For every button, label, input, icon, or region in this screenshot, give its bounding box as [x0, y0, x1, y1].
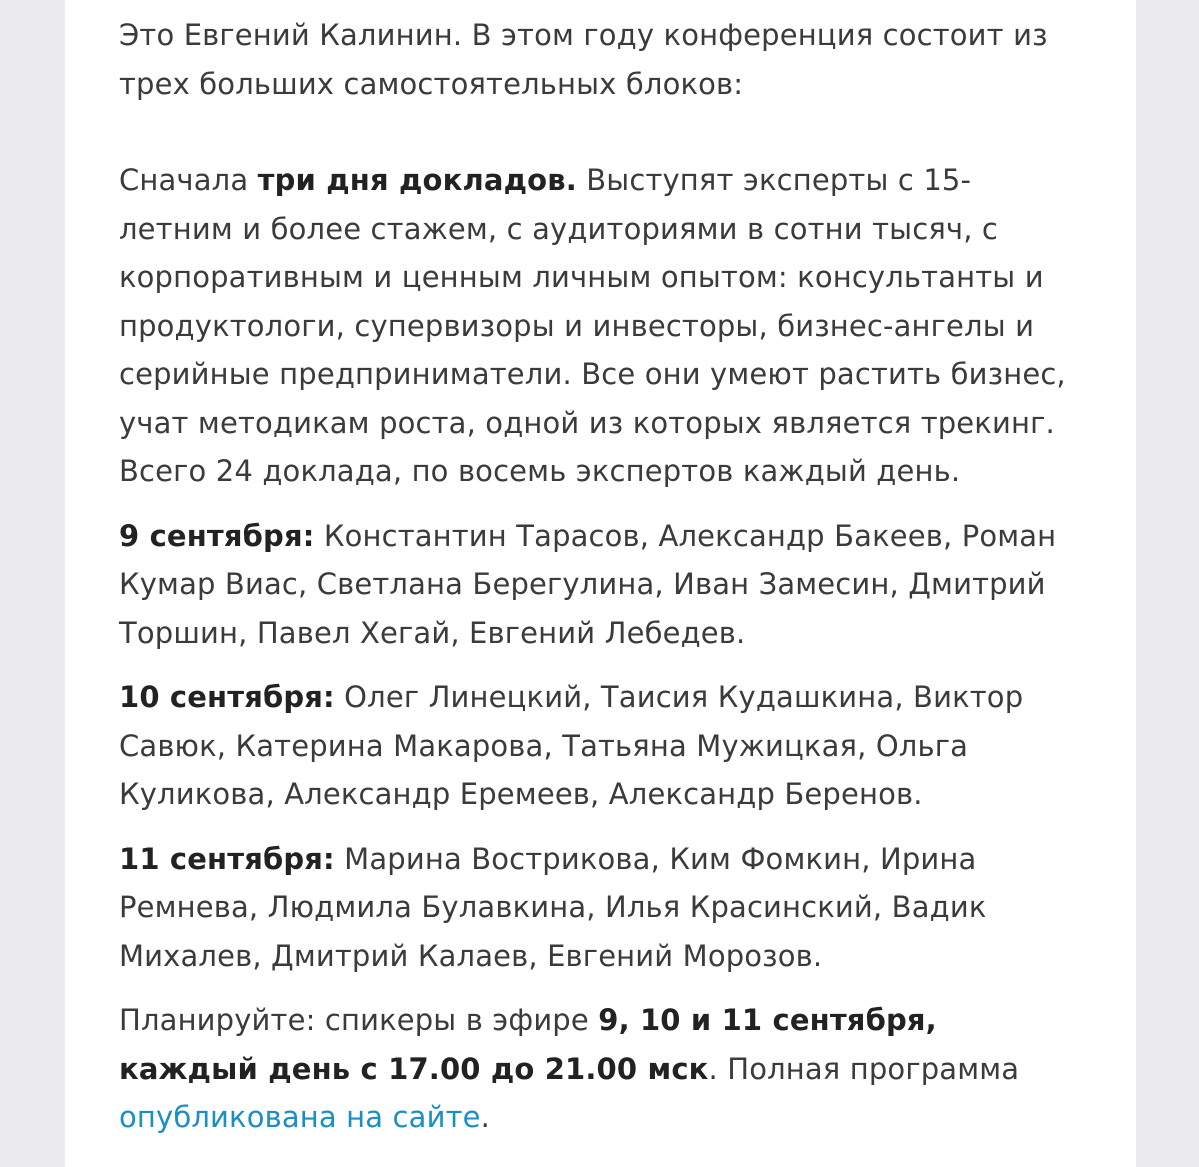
plan-end: . — [480, 1100, 490, 1134]
plan-paragraph — [119, 996, 1079, 1142]
intro-paragraph: Это Евгений Калинин. В этом году конференция состоит из трех больших самостоятельных блоков: — [119, 18, 1048, 101]
day-9-speakers: Константин Тарасов, Александр Бакеев, Роман Кумар Виас, Светлана Берегулина, Иван Замесин, Дмитрий Торшин, Павел Хегай, Евгений Лебедев. — [119, 518, 1057, 650]
plan-mid: . Полная программа — [708, 1051, 1020, 1086]
plan-lead: Планируйте: спикеры в эфире — [119, 1003, 599, 1037]
day-10-paragraph — [119, 673, 1079, 819]
day-9-paragraph — [119, 512, 1079, 658]
day-9-date: 9 сентября: — [119, 518, 315, 553]
plan-schedule: 9, 10 и 11 сентября, каждый день с 17.00 до 21.00 мск — [119, 1003, 937, 1086]
talks-lead: Сначала — [119, 163, 258, 197]
talks-highlight: три дня докладов. — [257, 163, 577, 197]
day-11-speakers: Марина Вострикова, Ким Фомкин, Ирина Ремнева, Людмила Булавкина, Илья Красинский, Вадик Михалев, Дмитрий Калаев, Евгений Морозов. — [119, 841, 987, 973]
right-margin — [1136, 0, 1199, 1167]
left-margin — [0, 0, 30, 1167]
message-body — [119, 11, 1079, 1142]
day-11-paragraph — [119, 835, 1079, 981]
message-card — [65, 0, 1136, 1167]
program-link[interactable]: опубликована на сайте — [119, 1100, 481, 1134]
talks-description: Выступят эксперты с 15-летним и более стажем, с аудиториями в сотни тысяч, с корпоративным и ценным личным опытом: консультанты и продуктологи, супервизоры и инвесторы, бизнес-ангелы и серийные предприниматели. Все они умеют растить бизнес, учат методикам роста, одной из которых является трекинг. Всего 24 доклада, по восемь экспертов каждый день. — [119, 163, 1066, 488]
day-11-date: 11 сентября: — [119, 841, 335, 876]
day-10-speakers: Олег Линецкий, Таисия Кудашкина, Виктор Савюк, Катерина Макарова, Татьяна Мужицкая, Ольга Куликова, Александр Еремеев, Александр Беренов. — [119, 680, 1024, 811]
day-10-date: 10 сентября: — [119, 680, 335, 714]
talks-paragraph — [119, 156, 1079, 496]
